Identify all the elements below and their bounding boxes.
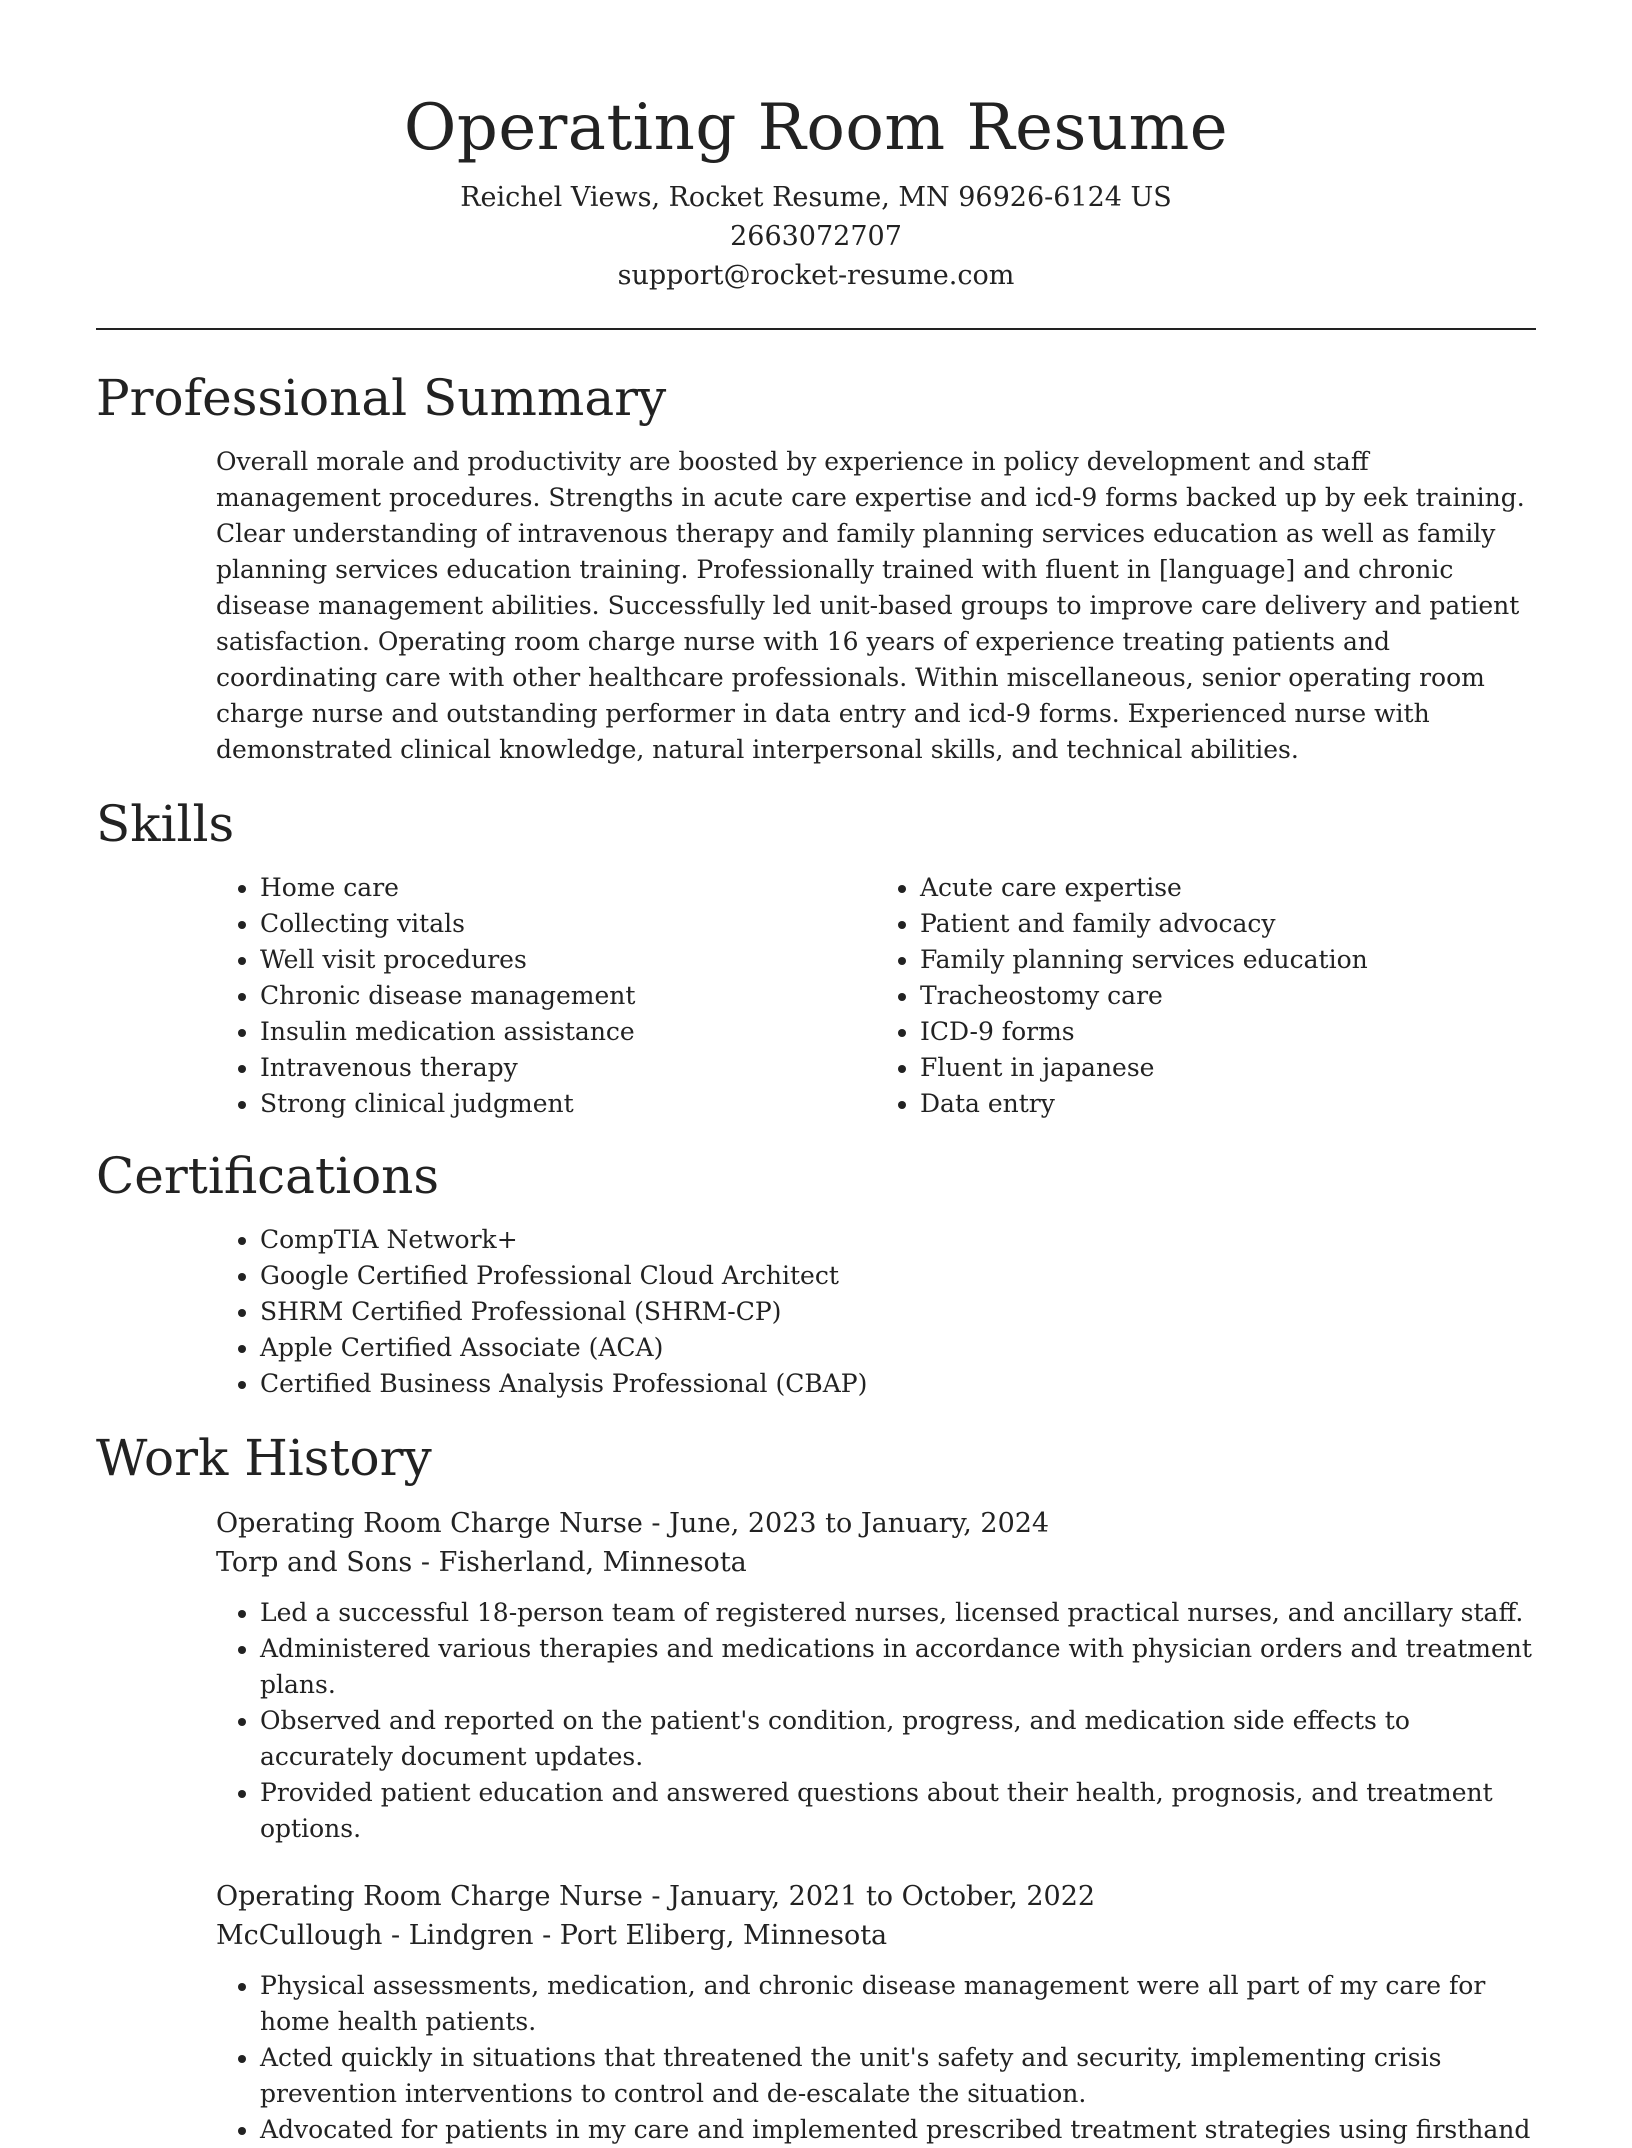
resume-title: Operating Room Resume — [403, 91, 1229, 165]
work-history-heading: Work History — [96, 1429, 432, 1487]
skill-item: • Strong clinical judgment — [260, 1086, 876, 1122]
skill-item: • Intravenous therapy — [260, 1050, 876, 1086]
skill-item: • Tracheostomy care — [920, 978, 1536, 1014]
certifications-section — [96, 1144, 1536, 1402]
skill-item: • Acute care expertise — [920, 870, 1536, 906]
job-bullet: • Acted quickly in situations that threatened the unit's safety and security, implementing crisis prevention interventions to control and de-escalate the situation. — [260, 2040, 1536, 2112]
job-bullets — [216, 1968, 1536, 2148]
address: Reichel Views, Rocket Resume, MN 96926-6124 US — [460, 182, 1172, 213]
job-dates: January, 2021 to October, 2022 — [669, 1881, 1096, 1912]
job-bullet: • Advocated for patients in my care and implemented prescribed treatment strategies using firsthand — [260, 2112, 1536, 2148]
certifications-list — [216, 1222, 1536, 1402]
header-divider — [96, 328, 1536, 330]
summary-text: Overall morale and productivity are boosted by experience in policy development and staff management procedures. Strengths in acute care expertise and icd-9 forms backed up by eek training. Clear understanding of intravenous therapy and family planning services education as well as family planning services education training. Professionally trained with fluent in [language] and chronic disease management abilities. Successfully led unit-based groups to improve care delivery and patient satisfaction. Operating room charge nurse with 16 years of experience treating patients and coordinating care with other healthcare professionals. Within miscellaneous, senior operating room charge nurse and outstanding performer in data entry and icd-9 forms. Experienced nurse with demonstrated clinical knowledge, natural interpersonal skills, and technical abilities. — [216, 447, 1525, 764]
skills-list-left — [216, 870, 876, 1122]
job-company: Torp and Sons — [216, 1547, 413, 1578]
skill-item: • Well visit procedures — [260, 942, 876, 978]
skills-section — [96, 792, 1536, 1122]
certification-item: • SHRM Certified Professional (SHRM-CP) — [260, 1294, 1536, 1330]
skill-item: • Home care — [260, 870, 876, 906]
phone: 2663072707 — [730, 221, 902, 252]
job-location: Port Eliberg, Minnesota — [559, 1920, 888, 1951]
work-history-section — [96, 1426, 1536, 2148]
job-bullet: • Observed and reported on the patient's condition, progress, and medication side effects to accurately document updates. — [260, 1703, 1536, 1775]
job-company-line: McCullough - Lindgren - Port Eliberg, Minnesota — [216, 1920, 888, 1951]
job-bullets — [216, 1595, 1536, 1847]
skill-item: • Collecting vitals — [260, 906, 876, 942]
job-dates: June, 2023 to January, 2024 — [669, 1508, 1050, 1539]
certification-item: • CompTIA Network+ — [260, 1222, 1536, 1258]
certification-item: • Certified Business Analysis Professional (CBAP) — [260, 1366, 1536, 1402]
summary-heading: Professional Summary — [96, 369, 667, 427]
email: support@rocket-resume.com — [617, 260, 1015, 291]
skill-item: • Fluent in japanese — [920, 1050, 1536, 1086]
job-company: McCullough - Lindgren — [216, 1920, 534, 1951]
job-bullet: • Provided patient education and answered questions about their health, prognosis, and treatment options. — [260, 1775, 1536, 1847]
job-title-line: Operating Room Charge Nurse - June, 2023 to January, 2024 — [216, 1508, 1050, 1539]
job-entry — [216, 1877, 1536, 2148]
job-location: Fisherland, Minnesota — [438, 1547, 747, 1578]
skill-item: • Patient and family advocacy — [920, 906, 1536, 942]
resume-header — [96, 0, 1536, 295]
skill-item: • Insulin medication assistance — [260, 1014, 876, 1050]
job-title: Operating Room Charge Nurse — [216, 1881, 643, 1912]
job-title-line: Operating Room Charge Nurse - January, 2021 to October, 2022 — [216, 1881, 1096, 1912]
skills-heading: Skills — [96, 795, 235, 853]
skill-item: • Data entry — [920, 1086, 1536, 1122]
job-bullet: • Physical assessments, medication, and chronic disease management were all part of my care for home health patients. — [260, 1968, 1536, 2040]
skill-item: • Chronic disease management — [260, 978, 876, 1014]
certifications-heading: Certifications — [96, 1147, 440, 1205]
job-bullet: • Administered various therapies and medications in accordance with physician orders and treatment plans. — [260, 1631, 1536, 1703]
job-bullet: • Led a successful 18-person team of registered nurses, licensed practical nurses, and ancillary staff. — [260, 1595, 1536, 1631]
job-entry — [216, 1504, 1536, 1847]
skill-item: • ICD-9 forms — [920, 1014, 1536, 1050]
job-company-line: Torp and Sons - Fisherland, Minnesota — [216, 1547, 747, 1578]
certification-item: • Google Certified Professional Cloud Architect — [260, 1258, 1536, 1294]
job-title: Operating Room Charge Nurse — [216, 1508, 643, 1539]
certification-item: • Apple Certified Associate (ACA) — [260, 1330, 1536, 1366]
contact-block — [96, 178, 1536, 295]
skill-item: • Family planning services education — [920, 942, 1536, 978]
resume-page — [96, 0, 1536, 2148]
summary-section — [96, 366, 1536, 768]
skills-list-right — [876, 870, 1536, 1122]
